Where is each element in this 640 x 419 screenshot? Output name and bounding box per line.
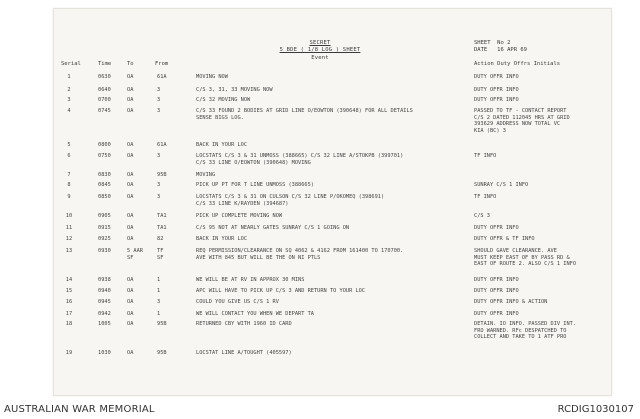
row-from: 3 [157,299,161,305]
row-event: C/S 32 MOVING NOW [196,97,251,103]
row-time: 0938 [98,277,111,283]
row-to: OA [127,182,134,188]
row-from: 1 [157,277,161,283]
row-serial: 14 [65,277,73,283]
col-time-heading: Time [98,61,112,67]
row-action: TF INFO [474,153,497,159]
row-from: 3 [157,97,161,103]
row-action: DUTY OFFR INFO & ACTION [474,299,548,305]
row-time: 0945 [98,299,111,305]
row-from: 95B [157,321,167,327]
row-to: OA [127,142,134,148]
row-event: LOCSTATS C/S 3 & 31 UNMOSS (388665) C/S 32 LINE A/STOKPB (399701) C/S 33 LINE O/EOWTON (390648) MOVING [196,153,404,166]
row-action: DUTY OFFR INFO [474,311,519,317]
row-time: 1030 [98,350,111,356]
row-serial: 5 [67,142,71,148]
row-to: OA [127,108,134,114]
row-to: OA [127,87,134,93]
row-event: RETURNED CBY WITH 1960 ID CARD [196,321,292,327]
sheet-title [250,40,390,62]
row-from: TA1 [157,213,167,219]
row-event: MOVING [196,172,216,178]
row-to: OA [127,213,134,219]
row-action: PASSED TO TF - CONTACT REPORT C/S 2 DATED 112045 HRS AT GRID 393629 ADDRESS NOW TOTAL VC KIA (BC) 3 [474,108,570,134]
row-serial: 11 [65,225,73,231]
row-to: OA [127,350,134,356]
row-event: C/S 33 FOUND 2 BODIES AT GRID LINE O/EOWTON (390648) FOR ALL DETAILS SENSE BIGS LOG. [196,108,413,121]
row-event: APC WILL HAVE TO PICK UP C/S 3 AND RETURN TO YOUR LOC [196,288,366,294]
row-to: OA [127,311,134,317]
row-to: OA [127,97,134,103]
row-action: DUTY OFFR INFO [474,277,519,283]
row-from: 95B [157,350,167,356]
row-time: 0942 [98,311,111,317]
row-time: 0915 [98,225,111,231]
row-serial: 8 [67,182,71,188]
row-from: TA1 [157,225,167,231]
row-serial: 13 [65,248,73,254]
row-action: SHOULD GAVE CLEARANCE. AVE MUST KEEP EAST OF BY PASS RD & EAST OF ROUTE 2. ALSO C/S 1 INFO [474,248,577,268]
row-to: OA [127,172,134,178]
row-serial: 6 [67,153,71,159]
row-time: 0940 [98,288,111,294]
row-serial: 17 [65,311,73,317]
row-time: 0905 [98,213,111,219]
row-action: DUTY OFFR INFO [474,97,519,103]
archive-footer [0,402,640,419]
event-column-heading: Event [311,55,329,61]
row-event: BACK IN YOUR LOC [196,142,248,148]
row-from: 82 [157,236,164,242]
row-event: WE WILL CONTACT YOU WHEN WE DEPART TA [196,311,314,317]
row-event: COULD YOU GIVE US C/S 1 RV [196,299,279,305]
row-action: DETAIN. IO INFO. PASSED DIV INT. FRO WARNED. RFc DESPATCHED TO COLLECT AND TAKE TO 1 ATF PRO [474,321,577,341]
row-event: LOCSTAT LINE A/TOUGHT (405597) [196,350,292,356]
row-action: DUTY OFFR INFO [474,225,519,231]
row-to: OA [127,321,134,327]
row-serial: 9 [67,194,71,200]
row-time: 0745 [98,108,111,114]
col-action-heading: Action Duty Offrs Initials [474,61,561,67]
row-event: MOVING NOW [196,74,228,80]
row-time: 0925 [98,236,111,242]
col-to-heading: To [127,61,134,67]
row-action: SUNRAY C/S 1 INFO [474,182,529,188]
row-from: TF SF [157,248,164,261]
row-event: PICK UP PT FOR T LINE UNMOSS (388665) [196,182,314,188]
row-event: BACK IN YOUR LOC [196,236,248,242]
row-event: REQ PERMISSION/CLEARANCE ON SQ 4062 & 4162 FROM 161400 TO 170700. AVE WITH 845 BUT WILL BE THE ON NI PTLS [196,248,404,261]
row-event: LOCSTATS C/S 3 & 31 ON CULSON C/S 32 LINE P/OKOMEQ (398691) C/S 33 LINE K/RAYDEN (394687) [196,194,385,207]
row-action: TF INFO [474,194,497,200]
row-time: 0830 [98,172,111,178]
row-to: OA [127,277,134,283]
col-from-heading: From [155,61,169,67]
row-from: 61A [157,142,167,148]
row-from: 3 [157,87,161,93]
row-from: 1 [157,311,161,317]
row-serial: 10 [65,213,73,219]
sheet-date: DATE 16 APR 69 [474,47,527,53]
row-serial: 19 [65,350,73,356]
row-time: 0930 [98,248,111,254]
row-event: PICK UP COMPLETE MOVING NOW [196,213,283,219]
row-time: 0800 [98,142,111,148]
row-serial: 4 [67,108,71,114]
row-serial: 2 [67,87,71,93]
row-time: 0850 [98,194,111,200]
row-time: 0700 [98,97,111,103]
row-event: WE WILL BE AT RV IN APPROX 30 MINS [196,277,305,283]
row-from: 3 [157,182,161,188]
row-time: 0640 [98,87,111,93]
row-serial: 12 [65,236,73,242]
sheet-number: SHEET No 2 [474,40,511,46]
row-from: 3 [157,108,161,114]
row-to: OA [127,299,134,305]
row-to: OA [127,236,134,242]
row-action: DUTY OFFR INFO [474,288,519,294]
row-to: OA [127,153,134,159]
row-action: C/S 3 [474,213,490,219]
row-from: 1 [157,288,161,294]
row-from: 3 [157,153,161,159]
archive-name: AUSTRALIAN WAR MEMORIAL [4,404,155,415]
row-serial: 15 [65,288,73,294]
row-time: 0750 [98,153,111,159]
row-from: 95B [157,172,167,178]
row-action: DUTY OFFR INFO [474,74,519,80]
row-to: OA [127,288,134,294]
row-action: DUTY OFFR INFO [474,87,519,93]
row-time: 0845 [98,182,111,188]
row-time: 1005 [98,321,111,327]
col-serial-heading: Serial [61,61,81,67]
row-serial: 3 [67,97,71,103]
row-serial: 7 [67,172,71,178]
row-serial: 16 [65,299,73,305]
archive-reference: RCDIG1030107 [557,404,634,415]
row-to: OA [127,194,134,200]
row-to: 5 AAR SF [127,248,143,261]
row-from: 61A [157,74,167,80]
row-event: C/S 3, 31, 33 MOVING NOW [196,87,273,93]
row-serial: 18 [65,321,73,327]
security-classification: SECRET [309,40,331,46]
row-to: OA [127,225,134,231]
row-event: C/S 95 NOT AT NEARLY GATES SUNRAY C/S 1 GOING ON [196,225,350,231]
row-time: 0630 [98,74,111,80]
log-sheet-heading: 5 BDE ( 1/8 LOG ) SHEET [279,47,361,53]
row-action: DUTY OFFR & TF INFO [474,236,535,242]
row-to: OA [127,74,134,80]
row-from: 3 [157,194,161,200]
row-serial: 1 [67,74,71,80]
sheet-meta [474,40,527,54]
